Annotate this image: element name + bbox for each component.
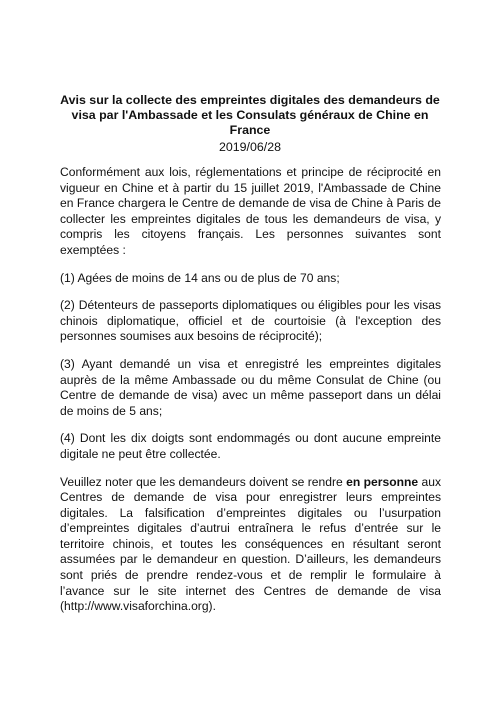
exemption-item-2: (2) Détenteurs de passeports diplomatiques ou éligibles pour les visas chinois diplomatique, officiel et de courtoisie (à l'exception des personnes soumises aux besoins de réciprocité);	[60, 298, 441, 344]
closing-text-start: Veuillez noter que les demandeurs doivent se rendre	[60, 474, 347, 489]
exemption-item-1: (1) Agées de moins de 14 ans ou de plus de 70 ans;	[60, 270, 340, 285]
notice-date: 2019/06/28	[218, 140, 281, 154]
closing-paragraph	[60, 475, 441, 615]
notice-title: Avis sur la collecte des empreintes digitales des demandeurs de visa par l'Ambassade et les Consulats généraux de Chine en France	[60, 93, 440, 137]
notice-body	[60, 165, 441, 627]
exemption-item-4: (4) Dont les dix doigts sont endommagés ou dont aucune empreinte digitale ne peut être collectée.	[60, 431, 441, 461]
intro-paragraph: Conformément aux lois, réglementations et principe de réciprocité en vigueur en Chine et à partir du 15 juillet 2019, l'Ambassade de Chine en France chargera le Centre de demande de visa de Chine à Paris de collecter les empreintes digitales de tous les demandeurs de visa, y compris les citoyens français. Les personnes suivantes sont exemptées :	[60, 165, 441, 257]
exemption-item-3: (3) Ayant demandé un visa et enregistré les empreintes digitales auprès de la même Ambassade ou du même Consulat de Chine (ou Centre de demande de visa) avec un même passeport dans un délai de moins de 5 ans;	[60, 356, 441, 418]
closing-emphasis: en personne	[346, 474, 419, 489]
closing-text-end: aux Centres de demande de visa pour enregistrer leurs empreintes digitales. La falsification d’empreintes digitales ou l’usurpation d’empreintes digitales d’autrui entraînera le refus d’entrée sur le territoire chinois, et toutes les conséquences en résultant seront assumées par le demandeur en question. D’ailleurs, les demandeurs sont priés de prendre rendez-vous et de remplir le formulaire à l’avance sur le site internet des Centres de demande de visa (http://www.visaforchina.org).	[60, 474, 442, 614]
